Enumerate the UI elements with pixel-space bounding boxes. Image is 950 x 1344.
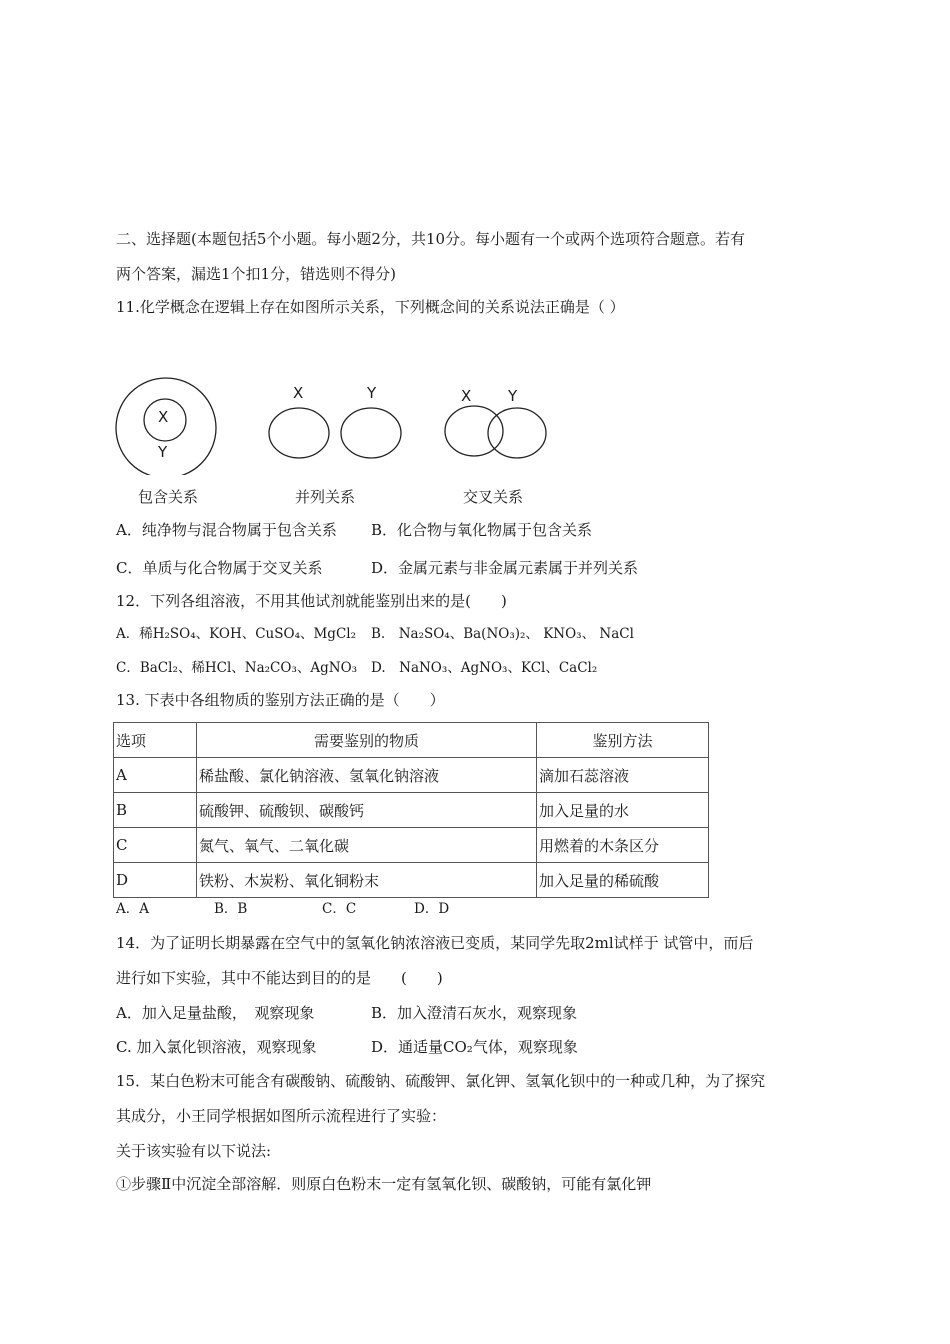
header-option: 选项: [114, 723, 197, 758]
table-header-row: [114, 723, 709, 758]
row-c-option: C: [114, 828, 197, 863]
header-substances: 需要鉴别的物质: [197, 723, 537, 758]
q13-table: [113, 722, 709, 898]
row-a-method: 滴加石蕊溶液: [537, 758, 709, 793]
inclusion-label-x: X: [158, 408, 169, 426]
row-a-substances: 稀盐酸、氯化钠溶液、氢氧化钠溶液: [197, 758, 537, 793]
row-c-method: 用燃着的木条区分: [537, 828, 709, 863]
q14-option-a: A．加入足量盐酸， 观察现象: [116, 1004, 315, 1022]
q12-option-c: C．BaCl₂、稀HCl、Na₂CO₃、AgNO₃: [116, 660, 358, 676]
intersect-circle-y: [488, 408, 546, 458]
q13-stem: 13. 下表中各组物质的鉴别方法正确的是（ ）: [116, 691, 445, 709]
q13-option-c: C．C: [322, 901, 357, 917]
inclusion-label-y: Y: [158, 443, 168, 461]
q15-statement-1: ①步骤Ⅱ中沉淀全部溶解．则原白色粉末一定有氢氧化钡、碳酸钠，可能有氯化钾: [116, 1175, 652, 1193]
q13-option-b: B．B: [214, 901, 248, 917]
table-row: [114, 863, 709, 898]
q14-stem-line2: 进行如下实验，其中不能达到目的的是 ( ): [116, 969, 443, 987]
q11-option-b: B．化合物与氧化物属于包含关系: [371, 521, 593, 539]
q11-option-a: A．纯净物与混合物属于包含关系: [116, 521, 337, 539]
caption-intersection: 交叉关系: [463, 488, 524, 506]
parallel-label-x: X: [293, 384, 304, 402]
intersect-label-x: X: [461, 387, 472, 405]
q15-stem-line1: 15．某白色粉末可能含有碳酸钠、硫酸钠、硫酸钾、氯化钾、氢氧化钡中的一种或几种，为了探究: [116, 1072, 766, 1090]
q12-stem: 12．下列各组溶液，不用其他试剂就能鉴别出来的是( ): [116, 592, 507, 610]
table-row: [114, 758, 709, 793]
row-d-substances: 铁粉、木炭粉、氧化铜粉末: [197, 863, 537, 898]
row-d-method: 加入足量的稀硫酸: [537, 863, 709, 898]
section-heading-line1: 二、选择题(本题包括5个小题。每小题2分，共10分。每小题有一个或两个选项符合题意。若有: [116, 230, 746, 248]
q13-option-a: A．A: [116, 901, 149, 917]
q13-option-d: D．D: [414, 901, 450, 917]
row-c-substances: 氮气、氧气、二氧化碳: [197, 828, 537, 863]
q14-option-c: C. 加入氯化钡溶液，观察现象: [116, 1038, 317, 1056]
caption-parallel: 并列关系: [295, 488, 356, 506]
row-b-substances: 硫酸钾、硫酸钡、碳酸钙: [197, 793, 537, 828]
q11-option-d: D．金属元素与非金属元素属于并列关系: [371, 559, 639, 577]
parallel-label-y: Y: [367, 384, 377, 402]
caption-inclusion: 包含关系: [138, 488, 199, 506]
row-b-option: B: [114, 793, 197, 828]
intersect-label-y: Y: [508, 387, 518, 405]
row-d-option: D: [114, 863, 197, 898]
q14-option-d: D．通适量CO₂气体，观察现象: [371, 1038, 578, 1056]
q11-stem: 11.化学概念在逻辑上存在如图所示关系，下列概念间的关系说法正确是（ ）: [116, 298, 625, 316]
row-b-method: 加入足量的水: [537, 793, 709, 828]
q14-option-b: B．加入澄清石灰水，观察现象: [371, 1004, 578, 1022]
section-heading-line2: 两个答案，漏选1个扣1分，错选则不得分): [116, 265, 396, 283]
parallel-circle-y: [341, 408, 401, 458]
q12-option-b: B. Na₂SO₄、Ba(NO₃)₂、 KNO₃、 NaCl: [371, 626, 634, 642]
table-row: [114, 828, 709, 863]
q12-option-d: D. NaNO₃、AgNO₃、KCl、CaCl₂: [371, 660, 598, 676]
table-row: [114, 793, 709, 828]
q12-option-a: A．稀H₂SO₄、KOH、CuSO₄、MgCl₂: [116, 626, 357, 642]
parallel-circle-x: [269, 408, 329, 458]
header-method: 鉴别方法: [537, 723, 709, 758]
q15-stem-line3: 关于该实验有以下说法:: [116, 1142, 272, 1160]
q11-option-c: C．单质与化合物属于交叉关系: [116, 559, 323, 577]
row-a-option: A: [114, 758, 197, 793]
q14-stem-line1: 14．为了证明长期暴露在空气中的氢氧化钠浓溶液已变质，某同学先取2ml试样于 试管中，而后: [116, 934, 754, 952]
q15-stem-line2: 其成分，小王同学根据如图所示流程进行了实验：: [116, 1107, 447, 1125]
q11-relationship-diagram: [105, 375, 565, 475]
